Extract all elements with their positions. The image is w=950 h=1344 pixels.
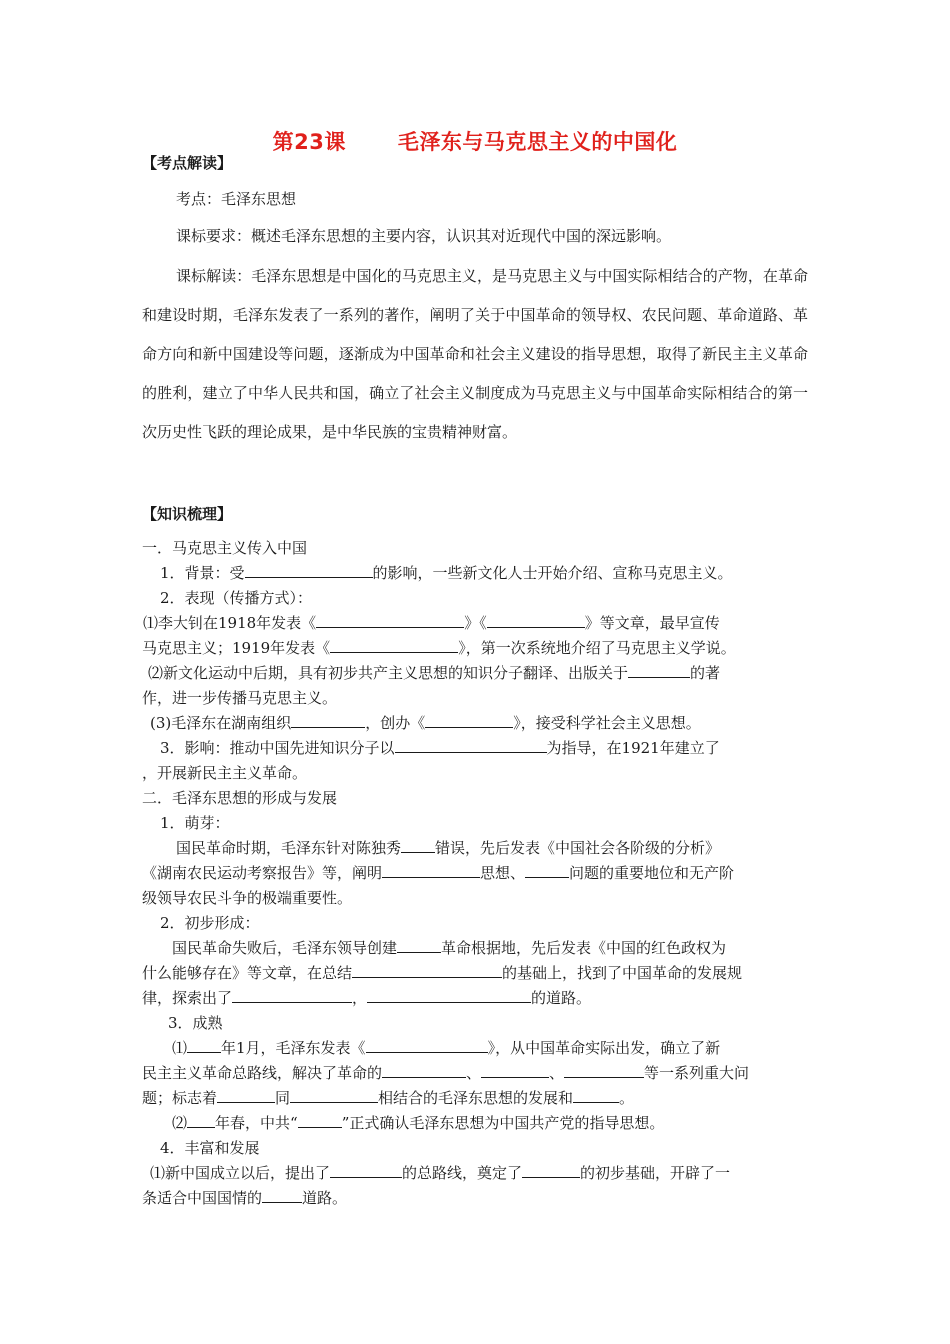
m9: 3．成熟 [168,1014,223,1032]
fill-blank[interactable] [487,613,585,628]
l4: 马克思主义；1919年发表《 》，第一次系统地介绍了马克思主义学说。 [142,639,736,657]
fill-blank[interactable] [481,1063,549,1078]
fill-blank[interactable] [628,663,690,678]
kaodian-line: 考点：毛泽东思想 [176,190,297,208]
fill-blank[interactable] [525,863,569,878]
l1: 1．背景：受 的影响，一些新文化人士开始介绍、宣称马克思主义。 [160,564,733,582]
fill-blank[interactable] [366,1038,488,1053]
fill-blank[interactable] [187,1113,215,1128]
fill-blank[interactable] [382,863,480,878]
lesson-topic: 毛泽东与马克思主义的中国化 [397,130,678,154]
l2: 2．表现（传播方式）： [160,589,313,607]
fill-blank[interactable] [425,713,513,728]
fill-blank[interactable] [564,1063,644,1078]
fill-blank[interactable] [401,838,435,853]
m2: 国民革命时期，毛泽东针对陈独秀 错误，先后发表《中国社会各阶级的分析》 [176,839,721,857]
fill-blank[interactable] [573,1088,619,1103]
l9: ，开展新民主主义革命。 [142,764,308,782]
m10: ⑴ 年1月，毛泽东发表《 》，从中国革命实际出发，确立了新 [172,1039,721,1057]
fill-blank[interactable] [291,713,365,728]
fill-blank[interactable] [397,938,441,953]
l7: (3)毛泽东在湖南组织 ，创办《 》，接受科学社会主义思想。 [150,714,701,732]
kebiao-jiedu: 课标解读：毛泽东思想是中国化的马克思主义，是马克思主义与中国实际相结合的产物，在革命和建设时期，毛泽东发表了一系列的著作，阐明了关于中国革命的领导权、农民问题、革命道路、革命方向和新中国建设等问题，逐渐成为中国革命和社会主义建设的指导思想，取得了新民主主义革命的胜利，建立了中华人民共和国，确立了社会主义制度成为马克思主义与中国革命实际相结合的第一次历史性飞跃的理论成果，是中华民族的宝贵精神财富。 [142,267,808,441]
m6: 国民革命失败后，毛泽东领导创建 革命根据地，先后发表《中国的红色政权为 [172,939,727,957]
m5: 2．初步形成： [160,914,260,932]
fill-blank[interactable] [262,1188,302,1203]
fill-blank[interactable] [395,738,547,753]
m7: 什么能够存在》等文章，在总结 的基础上，找到了中国革命的发展规 [142,964,743,982]
m15: ⑴新中国成立以后，提出了 的总路线，奠定了 的初步基础，开辟了一 [150,1164,731,1182]
fill-blank[interactable] [330,638,458,653]
m4: 级领导农民斗争的极端重要性。 [142,889,353,907]
fill-blank[interactable] [316,613,464,628]
m11: 民主主义革命总路线，解决了革命的 、 、 等一系列重大问 [142,1064,750,1082]
fill-blank[interactable] [217,1088,275,1103]
fill-blank[interactable] [290,1088,378,1103]
fill-blank[interactable] [522,1163,580,1178]
l8: 3．影响：推动中国先进知识分子以 为指导，在1921年建立了 [160,739,720,757]
l5: ⑵新文化运动中后期，具有初步共产主义思想的知识分子翻译、出版关于 的著 [148,664,721,682]
section-heading-zhishi: 【知识梳理】 [142,505,233,523]
l3: ⑴李大钊在1918年发表《 》《 》等文章，最早宣传 [143,614,720,632]
m3: 《湖南农民运动考察报告》等，阐明 思想、 问题的重要地位和无产阶 [142,864,735,882]
m12: 题；标志着 同 相结合的毛泽东思想的发展和 。 [142,1089,635,1107]
fill-blank[interactable] [232,988,352,1003]
fill-blank[interactable] [367,988,531,1003]
m13: ⑵ 年春，中共“ ”正式确认毛泽东思想为中国共产党的指导思想。 [172,1114,665,1132]
kebiao-yaoqiu: 课标要求：概述毛泽东思想的主要内容，认识其对近现代中国的深远影响。 [176,227,672,245]
fill-blank[interactable] [298,1113,342,1128]
m14: 4．丰富和发展 [160,1139,260,1157]
m16: 条适合中国国情的 道路。 [142,1189,348,1207]
fill-blank[interactable] [245,563,373,578]
m1: 1．萌芽： [160,814,230,832]
fill-blank[interactable] [382,1063,466,1078]
l6: 作，进一步传播马克思主义。 [142,689,338,707]
m8: 律，探索出了 ， 的道路。 [142,989,592,1007]
part1-title: 一．马克思主义传入中国 [142,539,308,557]
fill-blank[interactable] [330,1163,402,1178]
section-heading-kaodian: 【考点解读】 [142,154,233,172]
fill-blank[interactable] [187,1038,221,1053]
fill-blank[interactable] [352,963,502,978]
part2-title: 二．毛泽东思想的形成与发展 [142,789,338,807]
lesson-number: 第23课 [272,130,346,154]
